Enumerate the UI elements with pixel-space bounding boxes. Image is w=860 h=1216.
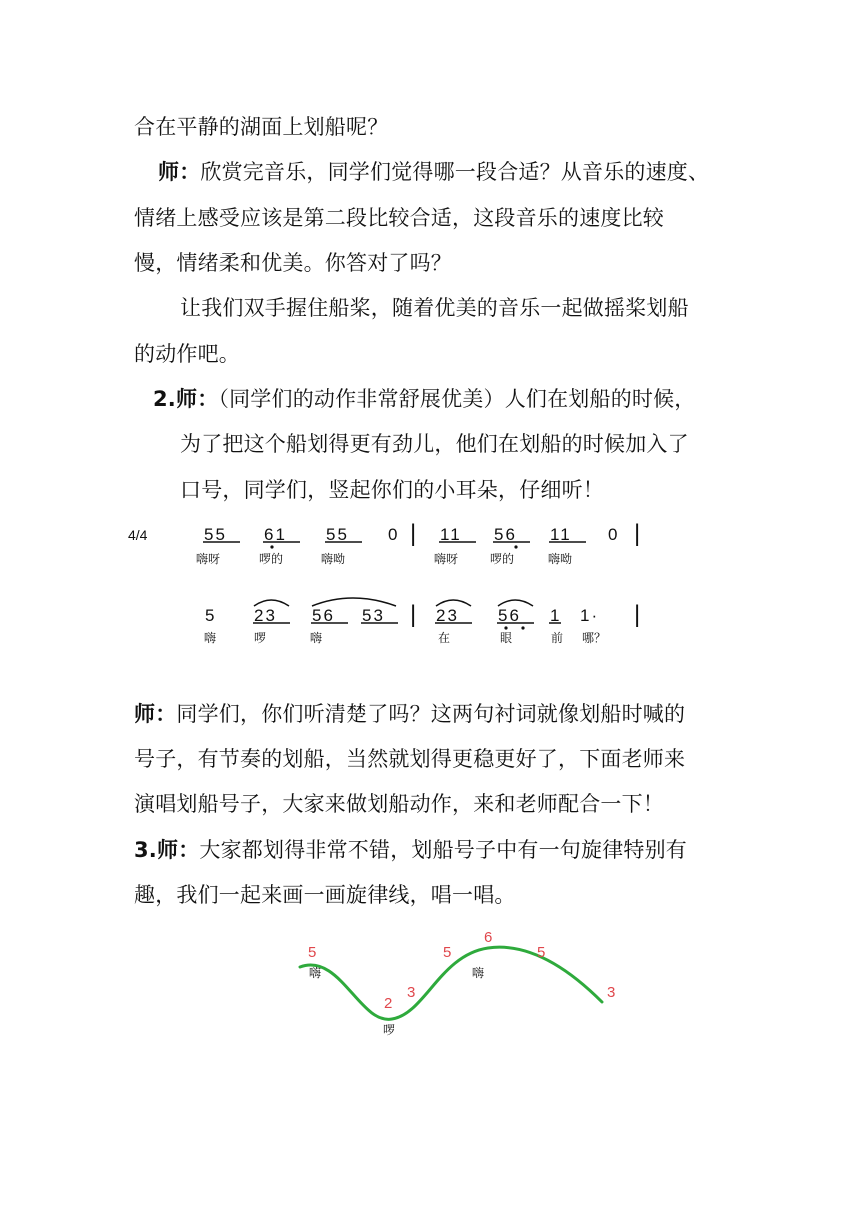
rest: 0	[388, 525, 400, 544]
note-group: 56	[498, 606, 521, 625]
melody-number: 5	[308, 944, 319, 961]
note-group: 55	[204, 525, 227, 544]
lyric: 啰的	[259, 552, 284, 566]
lyric: 嗨呀	[196, 552, 221, 566]
time-signature: 4/4	[128, 527, 148, 543]
note-group: 5	[205, 606, 217, 625]
note-group: 23	[436, 606, 459, 625]
bar-line: |	[634, 520, 641, 547]
step-label: 2.师：	[153, 387, 219, 411]
melody-number: 5	[537, 944, 548, 961]
speaker-label: 师：	[158, 160, 201, 184]
text-span: （同学们的动作非常舒展优美）人们在划船的时候，	[218, 387, 696, 411]
lyric: 嗨呦	[321, 552, 346, 566]
step-label: 3.师：	[134, 838, 200, 862]
note-group: 53	[362, 606, 385, 625]
melody-number: 3	[607, 984, 618, 1001]
note-group: 55	[326, 525, 349, 544]
text-line: 口号，同学们，竖起你们的小耳朵，仔细听！	[180, 478, 604, 502]
text-line: 趣，我们一起来画一画旋律线，唱一唱。	[134, 883, 516, 907]
lyric: 前	[551, 631, 564, 645]
note-group: 56	[312, 606, 335, 625]
text-line: 情绪上感受应该是第二段比较合适，这段音乐的速度比较	[134, 206, 664, 230]
note-group: 1·	[580, 606, 600, 625]
melody-lyric: 嗨	[472, 966, 485, 980]
lyric: 在	[438, 631, 451, 645]
melody-number: 5	[443, 944, 454, 961]
text-span: 欣赏完音乐，同学们觉得哪一段合适？从音乐的速度、	[200, 160, 710, 184]
text-span: 大家都划得非常不错，划船号子中有一句旋律特别有	[199, 838, 687, 862]
text-line: 演唱划船号子，大家来做划船动作，来和老师配合一下！	[134, 792, 664, 816]
text-line: 为了把这个船划得更有劲儿，他们在划船的时候加入了	[180, 432, 689, 456]
text-line: 号子，有节奏的划船，当然就划得更稳更好了，下面老师来	[134, 747, 686, 771]
text-line: 的动作吧。	[134, 342, 240, 366]
lyric: 啰的	[490, 552, 515, 566]
text-span: 同学们，你们听清楚了吗？这两句衬词就像划船时喊的	[176, 702, 686, 726]
note-group: 1	[550, 606, 562, 625]
melody-lyric: 啰	[383, 1023, 396, 1037]
melody-number: 6	[484, 929, 495, 946]
speaker-label: 师：	[134, 702, 177, 726]
text-line: 让我们双手握住船桨，随着优美的音乐一起做摇桨划船	[180, 296, 689, 320]
bar-line: |	[634, 601, 641, 628]
note-group: 11	[550, 525, 572, 544]
bar-line: |	[410, 520, 417, 547]
note-group: 61	[264, 525, 287, 544]
text-line: 合在平静的湖面上划船呢？	[134, 115, 389, 139]
lyric: 嗨呀	[434, 552, 459, 566]
lyric: 眼	[500, 631, 513, 645]
lyric: 嗨	[204, 631, 217, 645]
melody-lyric: 嗨	[309, 966, 322, 980]
lyric: 嗨	[310, 631, 323, 645]
bar-line: |	[410, 601, 417, 628]
melody-number: 2	[384, 995, 395, 1012]
lyric: 嗨呦	[548, 552, 573, 566]
rest: 0	[608, 525, 620, 544]
note-group: 56	[494, 525, 517, 544]
lyric: 哪？	[582, 631, 607, 645]
note-group: 11	[440, 525, 462, 544]
lyric: 啰	[254, 631, 267, 645]
text-line: 慢，情绪柔和优美。你答对了吗？	[134, 251, 452, 275]
note-group: 23	[254, 606, 277, 625]
melody-number: 3	[407, 984, 418, 1001]
